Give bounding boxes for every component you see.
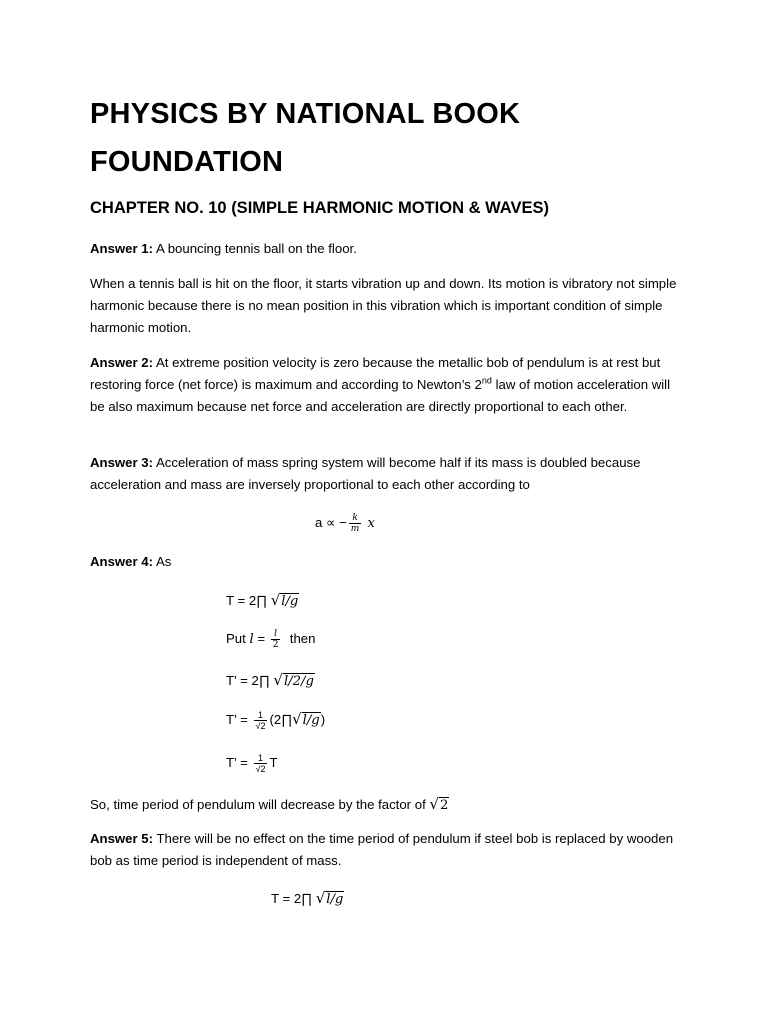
answer-4-eq-3-lhs: T’ = 2∏ [226,673,274,688]
answer-4-eq-4-radicand: l/g [302,713,320,728]
answer-4-eq-4 [226,708,325,732]
radical-sign-icon: √ [315,889,326,907]
answer-2-text-a: At extreme position velocity is zero because the metallic bob of pendulum is at rest but restoring force (net force) is maximum and according to Newton’s 2 [90,355,661,392]
radical-sign-icon: √ [270,591,281,609]
answer-4-conclusion-text: So, time period of pendulum will decrease by the factor of [90,797,430,812]
answer-4-eq-3-radicand: l/2/g [283,674,314,689]
answer-2-text-b: law of motion acceleration will be also maximum because net force and acceleration are directly proportional to each other. [90,377,671,414]
answer-4-eq-2 [226,628,315,651]
answer-4-eq-1-lhs: T = 2∏ [226,593,271,608]
answer-3-text: Acceleration of mass spring system will become half if its mass is doubled because acceleration and mass are inversely proportional to each other according to [90,455,641,492]
answer-1 [90,238,685,260]
sqrt-symbol [271,589,300,613]
answer-4-conclusion-radicand: 2 [439,798,449,813]
answer-4-eq-5-rhs: T [269,755,278,770]
answer-3-eq-rhs: x [363,516,375,531]
answer-4-eq-2-prefix: Put [226,631,250,646]
answer-5-equation [271,887,344,911]
chapter-heading: CHAPTER NO. 10 (SIMPLE HARMONIC MOTION & WAVES) [90,199,549,217]
answer-2-label: Answer 2: [90,355,154,370]
answer-4-eq-4-end: ) [320,712,326,727]
answer-4-eq-4-den: √2 [255,721,266,732]
answer-4-eq-1-radicand: l/g [281,594,299,609]
sqrt-symbol [429,793,449,817]
answer-4-label: Answer 4: [90,554,154,569]
answer-3-equation [315,512,375,535]
answer-1-label: Answer 1: [90,241,154,256]
answer-5-text: There will be no effect on the time period of pendulum if steel bob is replaced by wooden bob as time period is independent of mass. [90,831,674,868]
sqrt-symbol [273,669,315,693]
answer-4-eq-5-lhs: T’ = [226,755,252,770]
answer-5 [90,828,685,872]
answer-3-eq-num: k [349,513,362,524]
answer-4 [90,551,685,573]
answer-4-conclusion [90,793,685,817]
answer-4-eq-2-var: l [249,632,254,647]
answer-4-eq-2-suffix: then [282,631,316,646]
answer-4-eq-5-den: √2 [255,764,266,775]
answer-2-superscript: nd [481,375,492,386]
radical-sign-icon: √ [292,710,302,728]
answer-4-eq-2-equals: = [253,631,269,646]
answer-4-eq-1 [226,589,299,613]
answer-3-eq-fraction [349,513,362,534]
answer-4-eq-2-den: 2 [272,640,279,651]
answer-3-eq-den: m [350,524,360,535]
sqrt-symbol [292,708,321,732]
answer-4-eq-5-fraction [254,753,268,774]
answer-2 [90,352,685,418]
answer-4-eq-3 [226,669,315,693]
answer-4-eq-2-fraction [271,629,281,650]
answer-4-eq-4-lhs: T’ = [226,712,252,727]
answer-4-eq-4-num: 1 [254,710,268,721]
answer-3 [90,452,685,496]
sqrt-symbol [316,887,345,911]
radical-sign-icon: √ [273,671,283,689]
answer-4-eq-5-num: 1 [254,753,268,764]
answer-1-text: A bouncing tennis ball on the floor. [153,241,357,256]
document-title: PHYSICS BY NATIONAL BOOK FOUNDATION [90,98,521,178]
answer-5-eq-radicand: l/g [326,892,344,907]
answer-4-eq-2-num: l [271,629,281,640]
answer-5-label: Answer 5: [90,831,154,846]
answer-3-eq-lhs: a ∝ − [315,515,347,530]
answer-4-eq-5 [226,752,278,774]
answer-3-label: Answer 3: [90,455,154,470]
answer-5-eq-lhs: T = 2∏ [271,891,316,906]
answer-4-eq-4-fraction [254,710,268,731]
radical-sign-icon: √ [429,795,439,813]
answer-4-text: As [153,554,172,569]
answer-1-explanation: When a tennis ball is hit on the floor, it starts vibration up and down. Its motion is vibratory not simple harmonic because there is no mean position in this vibration which is important condition of simple harmonic motion. [90,276,677,335]
answer-4-eq-4-mid: (2∏ [269,712,293,727]
